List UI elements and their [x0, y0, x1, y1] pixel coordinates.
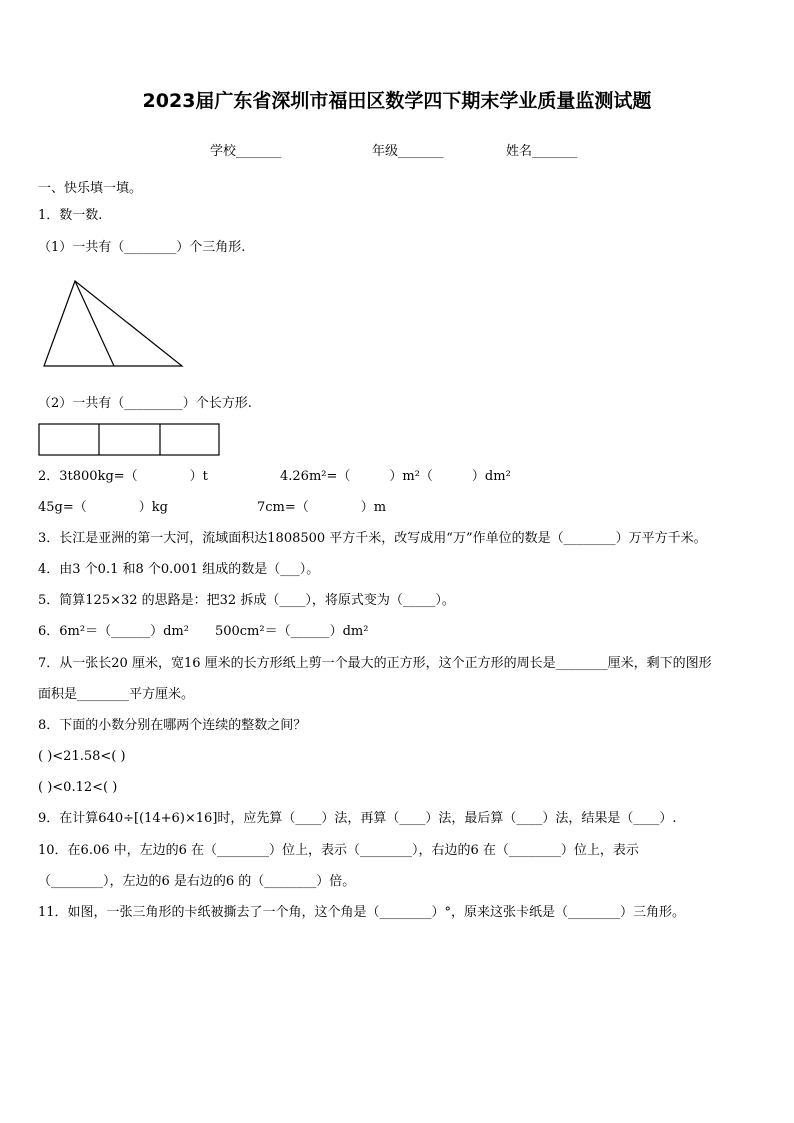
- question-10-line-2: （________），左边的6 是右边的6 的（________）倍。: [38, 874, 356, 889]
- question-2-b: 4.26m²=（ ）m²（ ）dm²: [280, 469, 511, 484]
- question-9: 9．在计算640÷[(14+6)×16]时，应先算（____）法，再算（____）法，最后算（____）法，结果是（____）.: [38, 811, 677, 826]
- question-5: 5．简算125×32 的思路是：把32 拆成（____），将原式变为（_____）。: [38, 593, 455, 608]
- name-field: 姓名_______: [506, 144, 578, 159]
- question-4: 4．由3 个0.1 和8 个0.001 组成的数是（___）。: [38, 562, 320, 577]
- question-11: 11．如图，一张三角形的卡纸被撕去了一个角，这个角是（________）°，原来这张卡纸是（________）三角形。: [38, 905, 686, 920]
- grade-field: 年级_______: [372, 144, 444, 159]
- question-3: 3．长江是亚洲的第一大河，流域面积达1808500 平方千米，改写成用“万”作单位的数是（________）万平方千米。: [38, 531, 707, 546]
- question-7-line-1: 7．从一张长20 厘米，宽16 厘米的长方形纸上剪一个最大的正方形，这个正方形的周长是________厘米，剩下的图形: [38, 656, 712, 671]
- question-2-c: 45g=（ ）kg: [38, 500, 168, 515]
- section-heading: 一、快乐填一填。: [38, 181, 143, 196]
- page-title: 2023届广东省深圳市福田区数学四下期末学业质量监测试题: [142, 90, 652, 112]
- question-1-2: （2）一共有（_________）个长方形.: [38, 396, 252, 411]
- question-1: 1．数一数.: [38, 208, 103, 223]
- question-8: 8．下面的小数分别在哪两个连续的整数之间？: [38, 718, 307, 733]
- question-2-d: 7cm=（ ）m: [257, 500, 387, 515]
- question-6: 6．6m²＝（______）dm² 500cm²＝（______）dm²: [38, 624, 369, 639]
- question-1-1: （1）一共有（________）个三角形.: [38, 240, 246, 255]
- school-field: 学校_______: [210, 144, 282, 159]
- question-8-b: ( )<0.12<( ): [38, 780, 118, 795]
- question-2-a: 2．3t800kg=（ ）t: [38, 469, 208, 484]
- question-10-line-1: 10．在6.06 中，左边的6 在（________）位上，表示（________），右边的6 在（________）位上，表示: [38, 843, 639, 858]
- question-8-a: ( )<21.58<( ): [38, 749, 126, 764]
- question-7-line-2: 面积是________平方厘米。: [38, 687, 195, 702]
